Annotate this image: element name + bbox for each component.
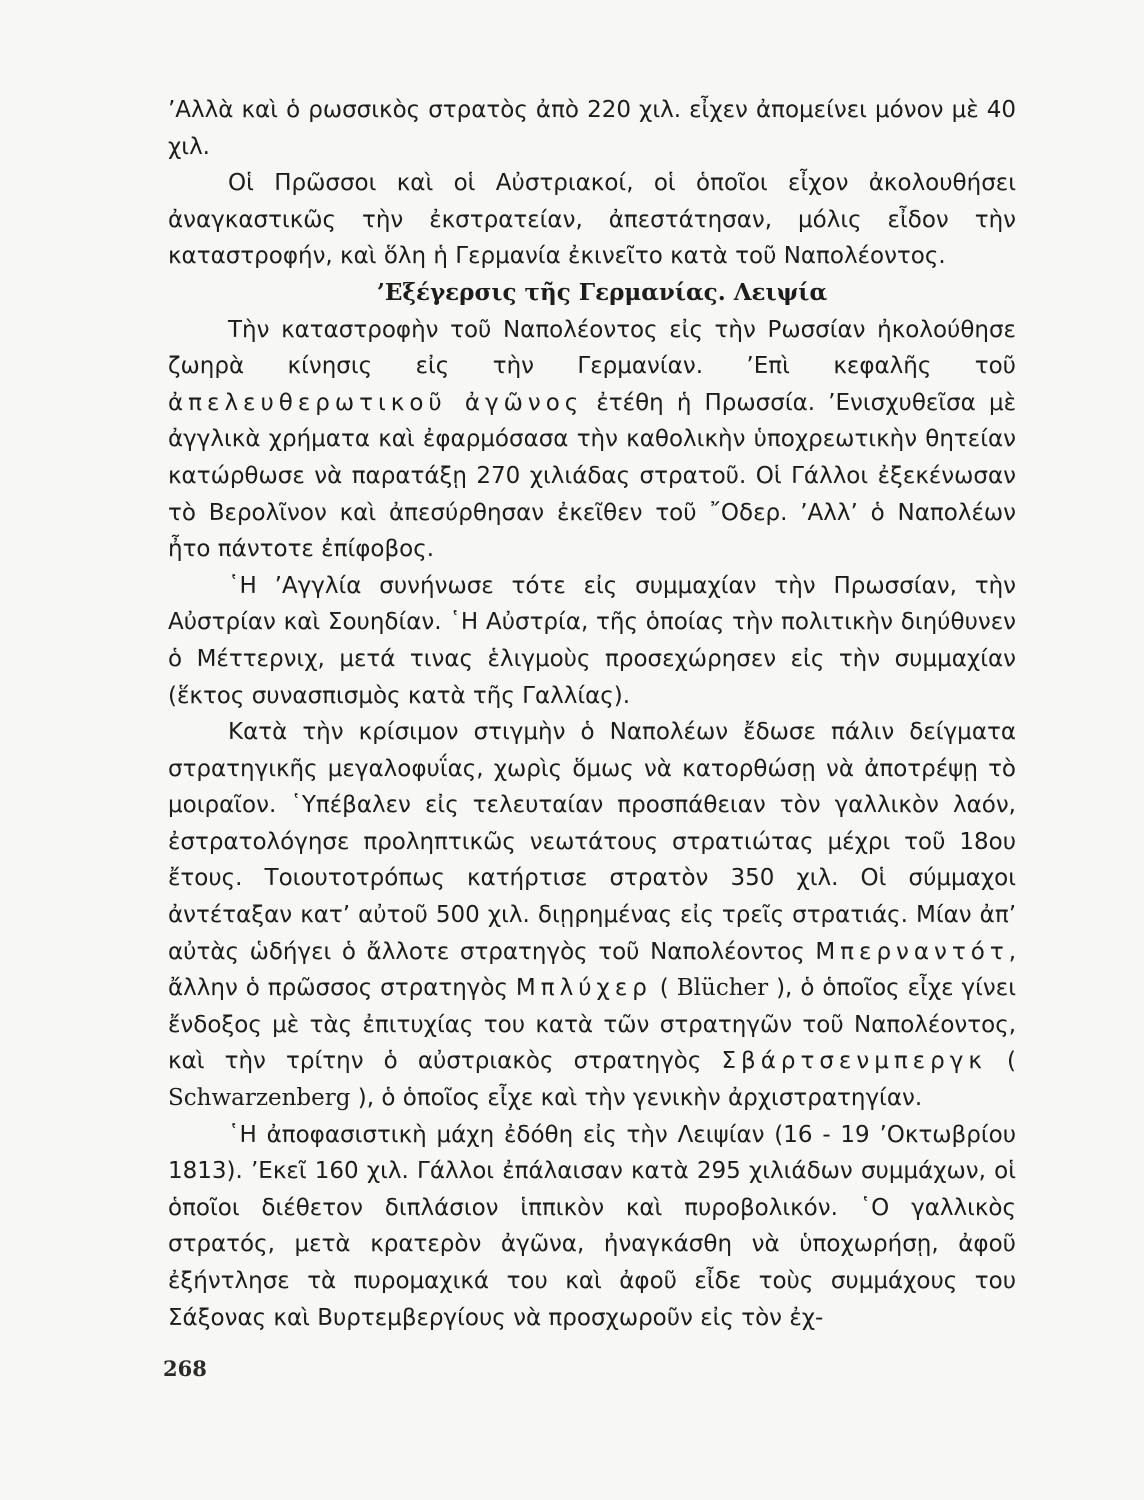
- paragraph-4: ῾Η ’Αγγλία συνήνωσε τότε εἰς συμμαχίαν τὴν Πρωσσίαν, τὴν Αὐστρίαν καὶ Σουηδίαν. ῾Η Αὐστρία, τῆς ὁποίας τὴν πολιτικὴν διηύθυνεν ὁ Μέττερνιχ, μετά τινας ἑλιγμοὺς προσεχώρησεν εἰς τὴν συμμαχίαν (ἕκτος συνασπισμὸς κατὰ τῆς Γαλλίας).: [168, 572, 1016, 709]
- paragraph-1: ’Αλλὰ καὶ ὁ ρωσσικὸς στρατὸς ἀπὸ 220 χιλ. εἶχεν ἀπομείνει μόνον μὲ 40 χιλ.: [168, 97, 1016, 160]
- paragraph-5-text-a: Κατὰ τὴν κρίσιμον στιγμὴν ὁ Ναπολέων ἔδωσε πάλιν δείγματα στρατηγικῆς μεγαλοφυΐας, χωρὶς ὅμως νὰ κατορθώσῃ νὰ ἀποτρέψῃ τὸ μοιραῖον. ῾Υπέβαλεν εἰς τελευταίαν προσπάθειαν τὸν γαλλικὸν λαόν, ἐστρατολόγησε προληπτικῶς νεωτάτους στρατιώτας μέχρι τοῦ 18ου ἔτους. Τοιουτοτρόπως κατήρτισε στρατὸν 350 χιλ. Οἱ σύμμαχοι ἀντέταξαν κατ’ αὐτοῦ 500 χιλ. διῃρημένας εἰς τρεῖς στρατιάς. Μίαν ἀπ’ αὐτὰς ὡδήγει ὁ ἄλλοτε στρατηγὸς τοῦ Ναπολέοντος: [168, 719, 1016, 965]
- paragraph-3-text-a: Τὴν καταστροφὴν τοῦ Ναπολέοντος εἰς τὴν Ρωσσίαν ἠκολούθησε ζωηρὰ κίνησις εἰς τὴν Γερμανίαν. ’Επὶ κεφαλῆς τοῦ: [168, 316, 1016, 380]
- paragraph-3-text-b: ἐτέθη ἡ Πρωσσία. ’Ενισχυθεῖσα μὲ ἀγγλικὰ χρήματα καὶ ἐφαρμόσασα τὴν καθολικὴν ὑποχρεωτικὴν θητείαν κατώρθωσε νὰ παρατάξῃ 270 χιλιάδας στρατοῦ. Οἱ Γάλλοι ἐξεκένωσαν τὸ Βερολῖνον καὶ ἀπεσύρθησαν ἐκεῖθεν τοῦ ῎Οδερ. ’Αλλ’ ὁ Ναπολέων ἦτο πάντοτε ἐπίφοβος.: [168, 389, 1017, 563]
- latin-name-blucher: Blücher: [676, 975, 769, 1002]
- spaced-emphasis: ἀπελευθερωτικοῦ ἀγῶνος: [168, 389, 584, 416]
- paragraph-5-text-e: (: [986, 1048, 1016, 1075]
- paragraph-5-text-c: (: [651, 975, 677, 1002]
- spaced-name-schwarzenberg: Σβάρτσενμπεργκ: [721, 1048, 987, 1075]
- page-number: 268: [163, 1356, 207, 1381]
- paragraph-2: Οἱ Πρῶσσοι καὶ οἱ Αὐστριακοί, οἱ ὁποῖοι εἶχον ἀκολουθήσει ἀναγκαστικῶς τὴν ἐκστρατείαν, ἀπεστάτησαν, μόλις εἶδον τὴν καταστροφήν, καὶ ὅλη ἡ Γερμανία ἐκινεῖτο κατὰ τοῦ Ναπολέοντος.: [168, 170, 1016, 270]
- section-heading: ’Εξέγερσις τῆς Γερμανίας. Λειψία: [376, 278, 828, 306]
- paragraph-5-text-b: , ἄλλην ὁ πρῶσσος στρατηγὸς: [168, 938, 1016, 1002]
- latin-name-schwarzenberg: Schwarzenberg: [168, 1085, 351, 1112]
- spaced-name-blucher: Μπλύχερ: [515, 975, 652, 1002]
- paragraph-5: [168, 714, 1016, 1117]
- paragraph-3: [168, 312, 1016, 568]
- paragraph-5-text-d: ), ὁ ὁποῖος εἶχε γίνει ἔνδοξος μὲ τὰς ἐπιτυχίας του κατὰ τῶν στρατηγῶν τοῦ Ναπολέοντος, καὶ τὴν τρίτην ὁ αὐστριακὸς στρατηγὸς: [168, 975, 1016, 1075]
- paragraph-5-text-f: ), ὁ ὁποῖος εἶχε καὶ τὴν γενικὴν ἀρχιστρατηγίαν.: [350, 1085, 923, 1112]
- body-text: [168, 92, 1016, 1336]
- spaced-name-bernadotte: Μπερναντότ: [815, 938, 1009, 965]
- paragraph-6: ῾Η ἀποφασιστικὴ μάχη ἐδόθη εἰς τὴν Λειψίαν (16 - 19 ’Οκτωβρίου 1813). ’Εκεῖ 160 χιλ. Γάλλοι ἐπάλαισαν κατὰ 295 χιλιάδων συμμάχων, οἱ ὁποῖοι διέθετον διπλάσιον ἱππικὸν καὶ πυροβολικόν. ῾Ο γαλλικὸς στρατός, μετὰ κρατερὸν ἀγῶνα, ἠναγκάσθη νὰ ὑποχωρήσῃ, ἀφοῦ ἐξήντλησε τὰ πυρομαχικά του καὶ ἀφοῦ εἶδε τοὺς συμμάχους του Σάξονας καὶ Βυρτεμβεργίους νὰ προσχωροῦν εἰς τὸν ἐχ-: [168, 1121, 1016, 1331]
